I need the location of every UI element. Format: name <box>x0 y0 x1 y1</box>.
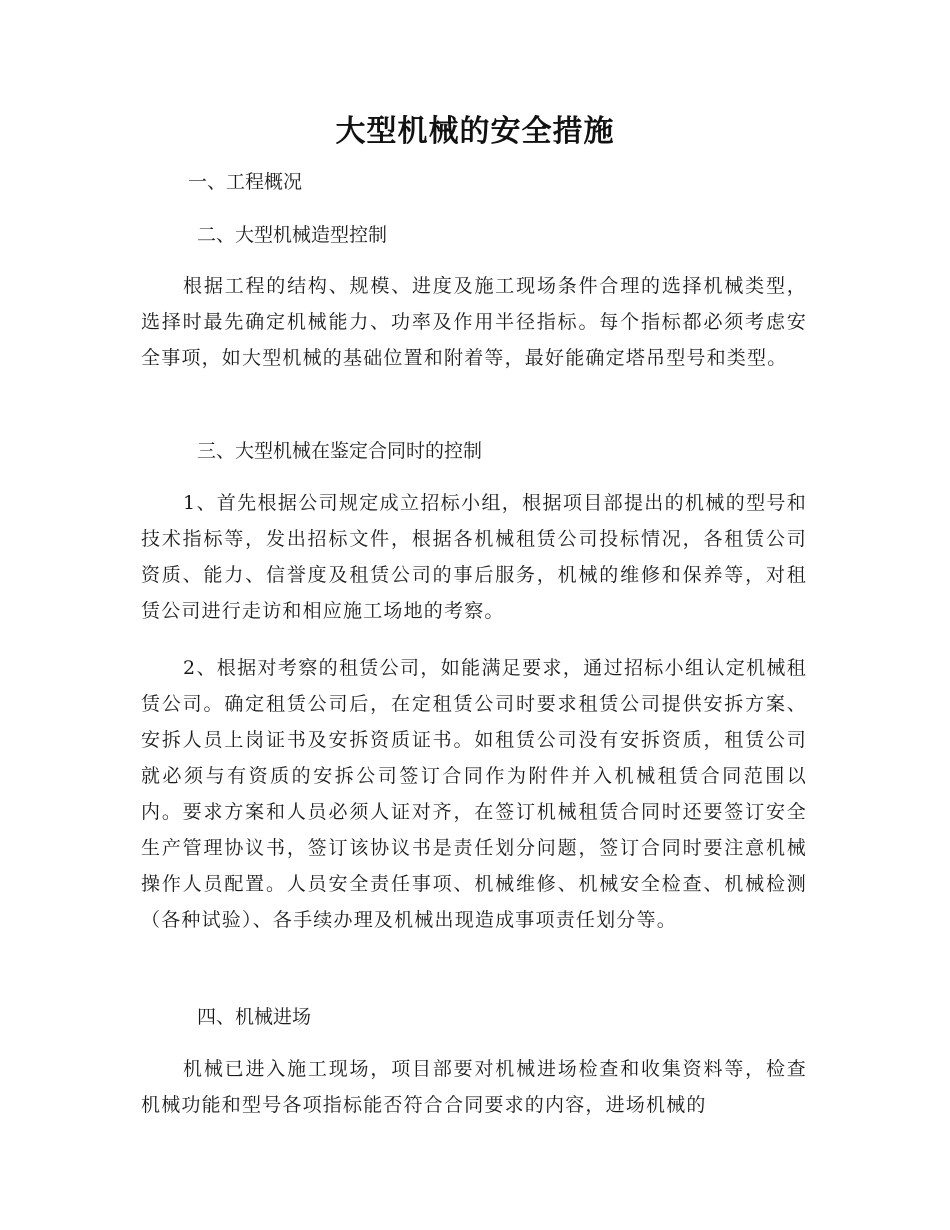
paragraph-machine-entry: 机械已进入施工现场，项目部要对机械进场检查和收集资料等，检查机械功能和型号各项指标能否符合合同要求的内容，进场机械的 <box>141 1058 807 1116</box>
paragraph-selection-control: 根据工程的结构、规模、进度及施工现场条件合理的选择机械类型，选择时最先确定机械能力、功率及作用半径指标。每个指标都必须考虑安全事项，如大型机械的基础位置和附着等，最好能确定塔吊型号和类型。 <box>141 275 807 369</box>
section-heading-contract-control: 三、大型机械在鉴定合同时的控制 <box>197 440 483 462</box>
section-heading-selection-control: 二、大型机械造型控制 <box>197 224 388 246</box>
section-heading-machine-entry: 四、机械进场 <box>197 1006 312 1028</box>
section-heading-overview: 一、工程概况 <box>188 171 303 193</box>
paragraph-contract-control-2: 2、根据对考察的租赁公司，如能满足要求，通过招标小组认定机械租赁公司。确定租赁公司后，在定租赁公司时要求租赁公司提供安拆方案、安拆人员上岗证书及安拆资质证书。如租赁公司没有安拆资质，租赁公司就必须与有资质的安拆公司签订合同作为附件并入机械租赁合同范围以内。要求方案和人员必须人证对齐，在签订机械租赁合同时还要签订安全生产管理协议书，签订该协议书是责任划分问题，签订合同时要注意机械操作人员配置。人员安全责任事项、机械维修、机械安全检查、机械检测（各种试验）、各手续办理及机械出现造成事项责任划分等。 <box>141 657 807 931</box>
document-title: 大型机械的安全措施 <box>335 114 615 149</box>
paragraph-contract-control-1: 1、首先根据公司规定成立招标小组，根据项目部提出的机械的型号和技术指标等，发出招标文件，根据各机械租赁公司投标情况，各租赁公司资质、能力、信誉度及租赁公司的事后服务，机械的维修和保养等，对租赁公司进行走访和相应施工场地的考察。 <box>141 492 807 622</box>
